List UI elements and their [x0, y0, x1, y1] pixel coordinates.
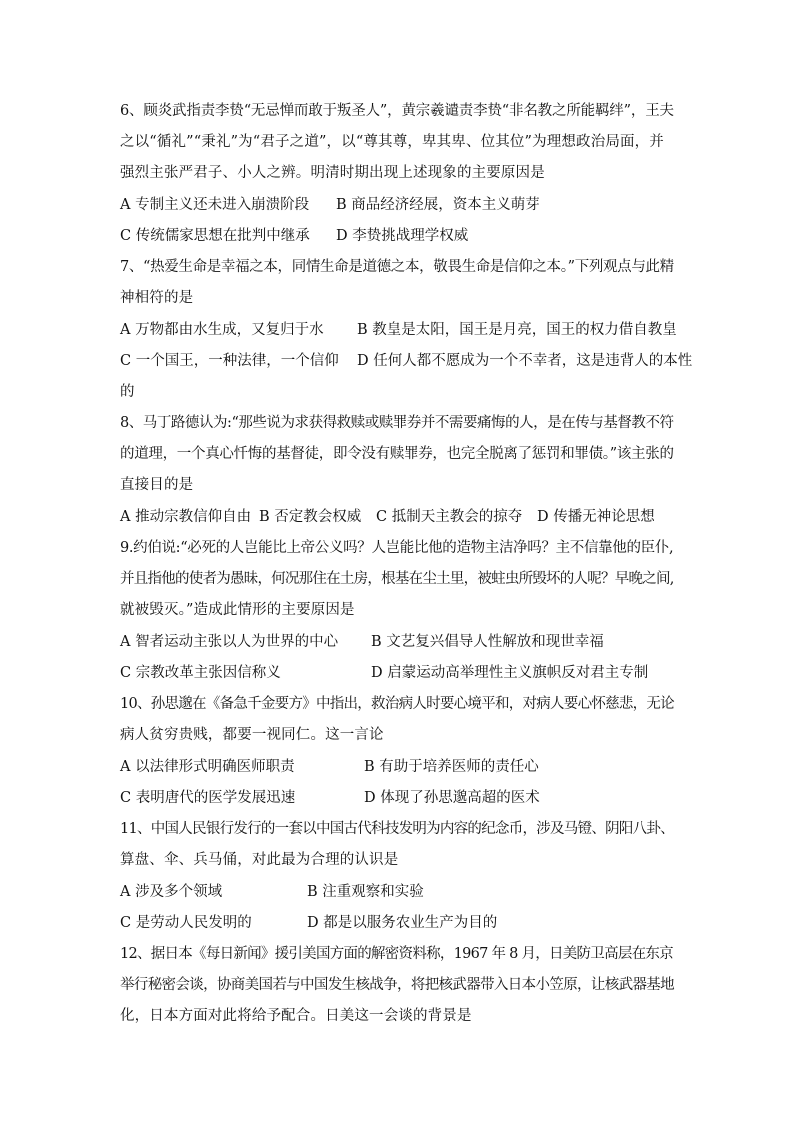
q9-stem-line-1: 9.约伯说:“必死的人岂能比上帝公义吗？人岂能比他的造物主洁净吗？主不信靠他的臣仆, — [120, 540, 674, 556]
q9-stem-line-3: 就被毁灭。”造成此情形的主要原因是 — [120, 602, 355, 618]
q10-stem-line-1: 10、孙思邈在《备急千金要方》中指出，救治病人时要心境平和，对病人要心怀慈悲，无论 — [120, 696, 674, 712]
q11-option-c: C 是劳动人民发明的 — [120, 915, 252, 931]
q10-stem-line-2: 病人贫穷贵贱，都要一视同仁。这一言论 — [120, 727, 384, 743]
q7-option-b: B 教皇是太阳，国王是月亮，国王的权力借自教皇 — [357, 322, 677, 338]
q12-stem-line-1: 12、据日本《每日新闻》援引美国方面的解密资料称，1967 年 8 月，日美防卫高层在东京 — [120, 946, 673, 962]
q8-stem-line-2: 的道理，一个真心忏悔的基督徒，即令没有赎罪券，也完全脱离了惩罚和罪债。”该主张的 — [120, 446, 674, 462]
q9-option-c: C 宗教改革主张因信称义 — [120, 665, 281, 681]
q7-stem-line-2: 神相符的是 — [120, 290, 194, 306]
q8-option-d: D 传播无神论思想 — [537, 509, 655, 525]
q12-stem-line-3: 化，日本方面对此将给予配合。日美这一会谈的背景是 — [120, 1008, 472, 1024]
q6-stem-line-1: 6、顾炎武指责李贽“无忌惮而敢于叛圣人”，黄宗羲谴责李贽“非名教之所能羁绊”，王夫 — [120, 103, 674, 119]
q7-option-d: D 任何人都不愿成为一个不幸者，这是违背人的本性 — [357, 353, 693, 369]
q9-option-d: D 启蒙运动高举理性主义旗帜反对君主专制 — [371, 665, 649, 681]
q8-stem-line-3: 直接目的是 — [120, 477, 194, 493]
q11-option-a: A 涉及多个领域 — [120, 884, 223, 900]
q9-stem-line-2: 并且指他的使者为愚昧，何况那住在土房，根基在尘土里，被蛀虫所毁坏的人呢？早晚之间, — [120, 571, 674, 587]
q6-option-b: B 商品经济经展，资本主义萌芽 — [336, 197, 540, 213]
q11-stem-line-2: 算盘、伞、兵马俑，对此最为合理的认识是 — [120, 852, 399, 868]
q11-option-b: B 注重观察和实验 — [307, 884, 424, 900]
q9-option-a: A 智者运动主张以人为世界的中心 — [120, 634, 339, 650]
q8-stem-line-1: 8、马丁路德认为:“那些说为求获得救赎或赎罪券并不需要痛悔的人，是在传与基督教不符 — [120, 415, 674, 431]
q9-option-b: B 文艺复兴倡导人性解放和现世幸福 — [371, 634, 604, 650]
q7-option-a: A 万物都由水生成，又复归于水 — [120, 322, 324, 338]
q8-option-c: C 抵制天主教会的掠夺 — [376, 509, 523, 525]
q6-stem-line-2: 之以“循礼”“秉礼”为“君子之道”，以“尊其尊，卑其卑、位其位”为理想政治局面，并 — [120, 134, 664, 150]
q6-option-c: C 传统儒家思想在批判中继承 — [120, 228, 310, 244]
q11-stem-line-1: 11、中国人民银行发行的一套以中国古代科技发明为内容的纪念币，涉及马镫、阴阳八卦、 — [120, 821, 674, 837]
q8-option-a: A 推动宗教信仰自由 — [120, 509, 252, 525]
q10-option-d: D 体现了孙思邈高超的医术 — [364, 790, 540, 806]
q10-option-a: A 以法律形式明确医师职责 — [120, 759, 295, 775]
q6-option-a: A 专制主义还未进入崩溃阶段 — [120, 197, 310, 213]
q10-option-b: B 有助于培养医师的责任心 — [364, 759, 539, 775]
q7-option-d-continuation: 的 — [120, 384, 135, 400]
q8-option-b: B 否定教会权威 — [259, 509, 362, 525]
q7-option-c: C 一个国王，一种法律，一个信仰 — [120, 353, 339, 369]
q12-stem-line-2: 举行秘密会谈，协商美国若与中国发生核战争，将把核武器带入日本小笠原，让核武器基地 — [120, 977, 674, 993]
q10-option-c: C 表明唐代的医学发展迅速 — [120, 790, 296, 806]
q7-stem-line-1: 7、“热爱生命是幸福之本，同情生命是道德之本，敬畏生命是信仰之本。”下列观点与此精 — [120, 259, 674, 275]
q6-option-d: D 李贽挑战理学权威 — [336, 228, 469, 244]
q11-option-d: D 都是以服务农业生产为目的 — [307, 915, 498, 931]
q6-stem-line-3: 强烈主张严君子、小人之辨。明清时期出现上述现象的主要原因是 — [120, 165, 545, 181]
